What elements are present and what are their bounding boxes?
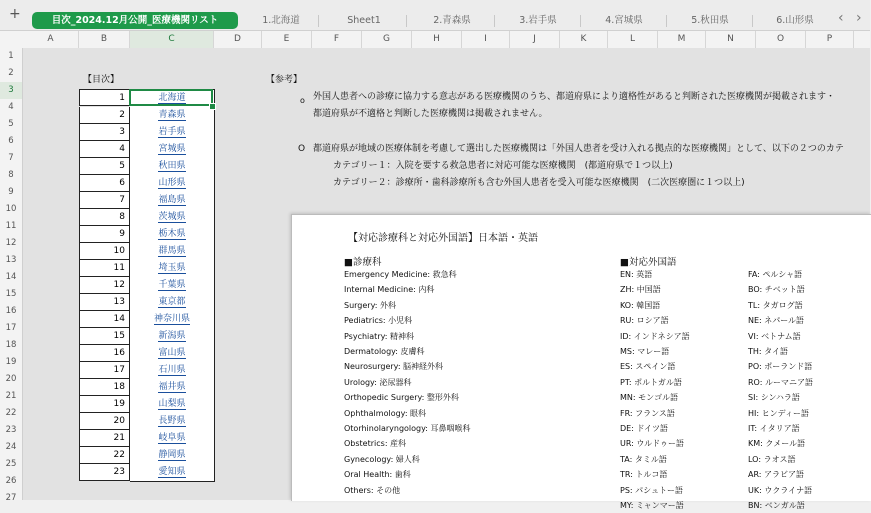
column-header[interactable]: M <box>658 31 706 48</box>
language-item: UK: ウクライナ語 <box>748 485 813 495</box>
toc-prefecture-text: 東京都 <box>158 297 186 307</box>
row-header[interactable]: 21 <box>5 391 17 401</box>
tab-separator <box>494 15 495 27</box>
toc-prefecture-link[interactable] <box>130 345 215 363</box>
row-header[interactable]: 27 <box>5 493 17 503</box>
row-header[interactable]: 17 <box>5 323 17 333</box>
department-item: Gynecology: 婦人科 <box>344 454 420 464</box>
row-header[interactable]: 26 <box>5 476 17 486</box>
row-header[interactable]: 1 <box>8 51 14 61</box>
tab-active-sheet[interactable]: 目次_2024.12月公開_医療機関リスト <box>32 12 238 29</box>
toc-number[interactable]: 6 <box>79 175 130 192</box>
row-header-bar <box>0 48 23 503</box>
language-item: ID: インドネシア語 <box>620 331 690 341</box>
language-item: KM: クメール語 <box>748 439 806 449</box>
toc-prefecture-link[interactable] <box>130 192 215 210</box>
toc-number[interactable]: 13 <box>79 294 130 311</box>
toc-number[interactable]: 23 <box>79 464 130 481</box>
gridline <box>262 48 263 500</box>
note-text[interactable]: 外国人患者への診療に協力する意志がある医療機関のうち、都道府県により適格性があると判断された医療機関が掲載されます・ <box>313 92 836 102</box>
department-item: Emergency Medicine: 救急科 <box>344 270 457 279</box>
department-item: Oral Health: 歯科 <box>344 470 411 480</box>
department-item: Orthopedic Surgery: 整形外科 <box>344 393 459 403</box>
category-text[interactable]: カテゴリー２：診療所・歯科診療所も含む外国人患者を受入可能な医療機関 (二次医療圏に１つ以上) <box>333 178 745 188</box>
language-item: FA: ペルシャ語 <box>748 270 803 279</box>
department-item: Surgery: 外科 <box>344 300 396 310</box>
language-item: IT: イタリア語 <box>748 424 800 433</box>
row-header[interactable]: 14 <box>5 272 17 282</box>
bullet: o <box>300 96 305 105</box>
toc-prefecture-link[interactable] <box>130 413 215 431</box>
language-item: BN: ベンガル語 <box>748 501 805 510</box>
tab-sheet[interactable]: 1.北海道 <box>262 15 300 26</box>
toc-number[interactable]: 3 <box>79 124 130 141</box>
language-item: TH: タイ語 <box>748 347 788 356</box>
category-text[interactable]: カテゴリー１：入院を要する救急患者に対応可能な医療機関 (都道府県で１つ以上) <box>333 161 673 171</box>
column-header[interactable]: P <box>806 31 854 48</box>
toc-number[interactable]: 5 <box>79 158 130 175</box>
language-item: AR: アラビア語 <box>748 470 805 480</box>
row-header-selected[interactable]: 3 <box>0 82 22 99</box>
language-item: FR: フランス語 <box>620 408 675 418</box>
toc-prefecture-text: 静岡県 <box>158 450 186 460</box>
toc-prefecture-link[interactable] <box>130 158 215 176</box>
tab-separator <box>580 15 581 27</box>
toc-prefecture-text: 秋田県 <box>158 161 186 171</box>
row-header[interactable]: 23 <box>5 425 17 435</box>
tab-sheet[interactable]: 3.岩手県 <box>519 15 557 26</box>
row-header[interactable]: 13 <box>5 255 17 265</box>
tab-separator <box>406 15 407 27</box>
row-header[interactable]: 6 <box>8 136 14 146</box>
toc-number[interactable]: 16 <box>79 345 130 362</box>
cell-grid[interactable] <box>23 48 870 510</box>
language-item: TA: タミル語 <box>620 454 667 464</box>
toc-prefecture-link[interactable] <box>130 209 215 227</box>
toc-prefecture-link[interactable] <box>130 175 215 193</box>
row-header[interactable]: 4 <box>8 102 14 112</box>
toc-prefecture-text: 富山県 <box>158 348 186 358</box>
ref-label[interactable]: 【参考】 <box>266 75 303 85</box>
toc-number[interactable]: 10 <box>79 243 130 260</box>
column-header[interactable]: B <box>79 31 130 48</box>
toc-prefecture-text: 岐阜県 <box>158 433 186 443</box>
row-header[interactable]: 19 <box>5 357 17 367</box>
department-item: Dermatology: 皮膚科 <box>344 347 425 356</box>
language-item: RU: ロシア語 <box>620 316 669 326</box>
toc-prefecture-link[interactable] <box>130 243 215 261</box>
sheet-tab-bar <box>0 0 870 31</box>
toc-prefecture-link[interactable] <box>130 396 215 414</box>
column-header[interactable]: A <box>23 31 79 48</box>
toc-prefecture-text: 青森県 <box>158 110 186 120</box>
language-item: RO: ルーマニア語 <box>748 377 813 387</box>
tab-sheet[interactable]: 5.秋田県 <box>691 15 729 26</box>
column-header[interactable]: D <box>214 31 262 48</box>
note-text[interactable]: 都道府県が不適格と判断した医療機関は掲載されません。 <box>313 109 548 119</box>
language-item: ES: スペイン語 <box>620 362 676 372</box>
toc-prefecture-link[interactable] <box>130 430 215 448</box>
language-item: LO: ラオス語 <box>748 454 796 464</box>
toc-number[interactable]: 8 <box>79 209 130 226</box>
row-header[interactable]: 5 <box>8 119 14 129</box>
column-header[interactable]: E <box>262 31 312 48</box>
toc-number[interactable]: 11 <box>79 260 130 277</box>
toc-number[interactable]: 12 <box>79 277 130 294</box>
language-item: SI: シンハラ語 <box>748 393 800 403</box>
column-header[interactable]: H <box>412 31 462 48</box>
toc-number[interactable]: 1 <box>79 89 130 106</box>
row-header[interactable]: 16 <box>5 306 17 316</box>
language-item: UR: ウルドゥー語 <box>620 439 684 449</box>
toc-prefecture-link[interactable] <box>130 277 215 295</box>
row-header[interactable]: 22 <box>5 408 17 418</box>
language-item: TL: タガログ語 <box>748 300 803 310</box>
department-item: Otorhinolaryngology: 耳鼻咽喉科 <box>344 424 471 433</box>
language-item: DE: ドイツ語 <box>620 424 669 433</box>
language-item: ZH: 中国語 <box>620 285 661 295</box>
toc-prefecture-text: 群馬県 <box>158 246 186 256</box>
language-item: HI: ヒンディー語 <box>748 408 809 418</box>
row-header[interactable]: 11 <box>5 221 17 231</box>
language-item: VI: ベトナム語 <box>748 331 801 341</box>
department-item: Ophthalmology: 眼科 <box>344 408 427 418</box>
toc-number[interactable]: 9 <box>79 226 130 243</box>
toc-prefecture-link[interactable] <box>130 379 215 397</box>
tab-separator <box>666 15 667 27</box>
department-item: Pediatrics: 小児科 <box>344 316 413 326</box>
toc-prefecture-text: 福井県 <box>158 382 186 392</box>
row-header[interactable]: 15 <box>5 289 17 299</box>
toc-number[interactable]: 18 <box>79 379 130 396</box>
department-item: Urology: 泌尿器科 <box>344 377 412 387</box>
column-header[interactable]: N <box>706 31 756 48</box>
toc-prefecture-text: 茨城県 <box>158 212 186 222</box>
toc-label[interactable]: 【目次】 <box>83 75 120 85</box>
toc-prefecture-link[interactable] <box>130 124 215 142</box>
panel-title: 【対応診療科と対応外国語】日本語・英語 <box>348 233 538 244</box>
language-item: MY: ミャンマー語 <box>620 501 684 510</box>
row-header[interactable]: 20 <box>5 374 17 384</box>
row-header[interactable]: 12 <box>5 238 17 248</box>
toc-prefecture-text: 石川県 <box>158 365 186 375</box>
toc-number[interactable]: 20 <box>79 413 130 430</box>
language-item: PO: ポーランド語 <box>748 362 813 372</box>
language-heading: ■対応外国語 <box>620 257 677 268</box>
embedded-image[interactable] <box>291 214 871 510</box>
toc-number[interactable]: 21 <box>79 430 130 447</box>
fill-handle[interactable] <box>209 103 216 110</box>
tab-sheet[interactable]: 2.青森県 <box>433 15 471 26</box>
column-header[interactable]: J <box>510 31 560 48</box>
tab-sheet[interactable]: 6.山形県 <box>776 15 814 26</box>
toc-prefecture-text: 山形県 <box>158 178 186 188</box>
tab-sheet[interactable]: 4.宮城県 <box>605 15 643 26</box>
row-header[interactable]: 10 <box>5 204 17 214</box>
department-item: Others: その他 <box>344 485 401 495</box>
toc-prefecture-link[interactable] <box>130 328 215 346</box>
language-item: TR: トルコ語 <box>620 470 668 480</box>
language-item: KO: 韓国語 <box>620 300 661 310</box>
toc-prefecture-text: 神奈川県 <box>153 314 190 324</box>
toc-prefecture-link[interactable] <box>130 362 215 380</box>
toc-number[interactable]: 22 <box>79 447 130 464</box>
language-item: PT: ポルトガル語 <box>620 377 682 387</box>
department-item: Obstetrics: 産科 <box>344 439 407 449</box>
bullet: O <box>298 144 306 154</box>
toc-number[interactable]: 15 <box>79 328 130 345</box>
toc-prefecture-text: 埼玉県 <box>158 263 186 273</box>
language-item: MN: モンゴル語 <box>620 393 679 403</box>
row-header[interactable]: 7 <box>8 153 14 163</box>
row-header[interactable]: 25 <box>5 459 17 469</box>
toc-number[interactable]: 4 <box>79 141 130 158</box>
toc-prefecture-text: 新潟県 <box>158 331 186 341</box>
row-header[interactable]: 9 <box>8 187 14 197</box>
language-item: NE: ネパール語 <box>748 316 805 326</box>
active-cell-selection <box>129 89 213 106</box>
toc-prefecture-link[interactable] <box>130 311 215 329</box>
toc-prefecture-text: 栃木県 <box>158 229 186 239</box>
toc-number[interactable]: 19 <box>79 396 130 413</box>
chevron-left-icon[interactable]: ‹ <box>838 10 844 26</box>
chevron-right-icon[interactable]: › <box>856 10 862 26</box>
toc-prefecture-text: 福島県 <box>158 195 186 205</box>
column-header[interactable]: G <box>362 31 412 48</box>
toc-prefecture-link[interactable] <box>130 226 215 244</box>
department-item: Internal Medicine: 内科 <box>344 285 435 295</box>
department-heading: ■診療科 <box>344 257 382 268</box>
department-item: Psychiatry: 精神科 <box>344 331 414 341</box>
department-item: Neurosurgery: 脳神経外科 <box>344 362 444 372</box>
column-header[interactable]: I <box>462 31 510 48</box>
tab-sheet[interactable]: Sheet1 <box>347 15 381 26</box>
column-header[interactable]: O <box>756 31 806 48</box>
toc-prefecture-text: 岩手県 <box>158 127 186 137</box>
tab-separator <box>318 15 319 27</box>
language-item: MS: マレー語 <box>620 347 670 356</box>
toc-prefecture-link[interactable] <box>130 447 215 465</box>
toc-number[interactable]: 17 <box>79 362 130 379</box>
toc-prefecture-text: 千葉県 <box>158 280 186 290</box>
toc-prefecture-link[interactable] <box>130 260 215 278</box>
column-header[interactable]: K <box>560 31 608 48</box>
toc-number[interactable]: 7 <box>79 192 130 209</box>
toc-prefecture-text: 長野県 <box>158 416 186 426</box>
column-header[interactable]: F <box>312 31 362 48</box>
row-header[interactable]: 2 <box>8 68 14 78</box>
toc-prefecture-link[interactable] <box>130 294 215 312</box>
toc-prefecture-link[interactable] <box>130 107 215 125</box>
tab-separator <box>752 15 753 27</box>
row-header[interactable]: 18 <box>5 340 17 350</box>
toc-number[interactable]: 2 <box>79 107 130 124</box>
toc-prefecture-link[interactable] <box>130 141 215 159</box>
toc-prefecture-text: 北海道 <box>158 93 186 103</box>
language-item: PS: パシュトー語 <box>620 485 683 495</box>
row-header[interactable]: 8 <box>8 170 14 180</box>
column-header-selected[interactable]: C <box>130 31 214 48</box>
toc-prefecture-text: 宮城県 <box>158 144 186 154</box>
column-header[interactable]: L <box>608 31 658 48</box>
add-sheet-icon[interactable]: + <box>9 6 21 22</box>
language-item: BO: チベット語 <box>748 285 805 295</box>
column-header-bar <box>0 31 870 49</box>
note-text[interactable]: 都道府県が地域の医療体制を考慮して選出した医療機関は「外国人患者を受け入れる拠点的な医療機関」として、以下の２つのカテ <box>313 144 844 154</box>
toc-prefecture-text: 山梨県 <box>158 399 186 409</box>
row-header[interactable]: 24 <box>5 442 17 452</box>
language-item: EN: 英語 <box>620 270 653 279</box>
toc-prefecture-text: 愛知県 <box>158 467 186 477</box>
toc-number[interactable]: 14 <box>79 311 130 328</box>
toc-prefecture-link[interactable] <box>130 464 215 482</box>
